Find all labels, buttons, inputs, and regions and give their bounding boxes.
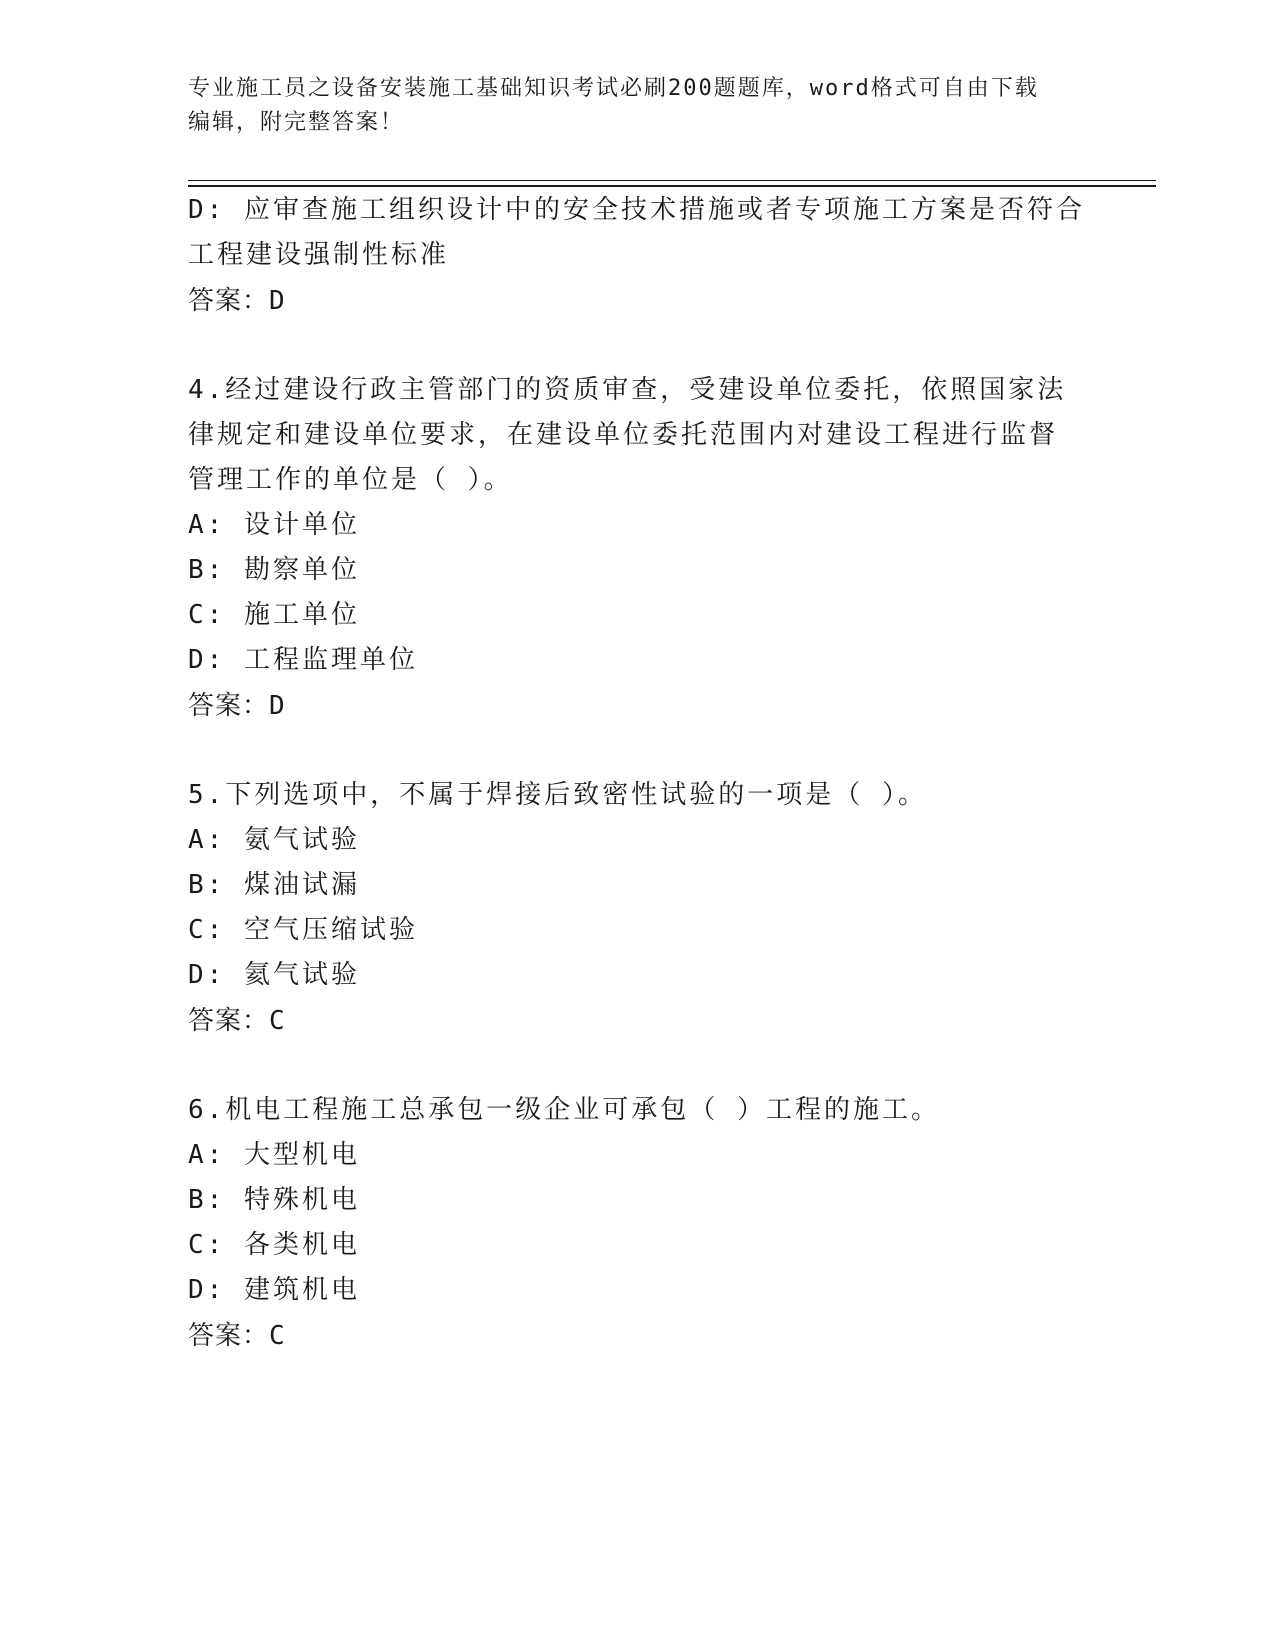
question-4 bbox=[188, 368, 1088, 729]
question-6 bbox=[188, 1088, 1088, 1359]
option-a: A: 氨气试验 bbox=[188, 825, 360, 855]
option-a: A: 设计单位 bbox=[188, 510, 360, 540]
option-d: D: 氦气试验 bbox=[188, 960, 360, 990]
option-c: C: 施工单位 bbox=[188, 600, 360, 630]
option-a: A: 大型机电 bbox=[188, 1140, 360, 1170]
option-d: D: 建筑机电 bbox=[188, 1275, 360, 1305]
option-d: D: 工程监理单位 bbox=[188, 645, 418, 675]
answer-label: 答案：C bbox=[188, 1006, 286, 1036]
question-3-tail bbox=[188, 188, 1088, 324]
answer-label: 答案：D bbox=[188, 691, 286, 721]
header-title-line-2: 编辑，附完整答案！ bbox=[188, 110, 405, 135]
option-c: C: 各类机电 bbox=[188, 1230, 360, 1260]
option-b: B: 煤油试漏 bbox=[188, 870, 360, 900]
option-d-line-1: D: 应审查施工组织设计中的安全技术措施或者专项施工方案是否符合 bbox=[188, 195, 1085, 225]
option-b: B: 特殊机电 bbox=[188, 1185, 360, 1215]
question-stem-line-2: 律规定和建设单位要求，在建设单位委托范围内对建设工程进行监督 bbox=[188, 420, 1059, 450]
question-stem-line-3: 管理工作的单位是（ ）。 bbox=[188, 465, 513, 495]
option-d-line-2: 工程建设强制性标准 bbox=[188, 240, 450, 270]
question-5 bbox=[188, 773, 1088, 1044]
question-stem: 5.下列选项中，不属于焊接后致密性试验的一项是（ ）。 bbox=[188, 780, 927, 810]
spacer bbox=[188, 324, 1088, 368]
header-divider-thin bbox=[188, 180, 1156, 181]
spacer bbox=[188, 729, 1088, 773]
answer-label: 答案：D bbox=[188, 286, 286, 316]
option-b: B: 勘察单位 bbox=[188, 555, 360, 585]
question-stem: 6.机电工程施工总承包一级企业可承包（ ）工程的施工。 bbox=[188, 1095, 940, 1125]
answer-label: 答案：C bbox=[188, 1321, 286, 1351]
header-title-line-1: 专业施工员之设备安装施工基础知识考试必刷200题题库，word格式可自由下载 bbox=[188, 76, 1039, 101]
document-header bbox=[188, 72, 1088, 140]
question-stem-line-1: 4.经过建设行政主管部门的资质审查，受建设单位委托，依照国家法 bbox=[188, 375, 1067, 405]
header-divider-thick bbox=[188, 185, 1156, 187]
spacer bbox=[188, 1044, 1088, 1088]
question-list bbox=[188, 188, 1088, 1359]
option-c: C: 空气压缩试验 bbox=[188, 915, 418, 945]
